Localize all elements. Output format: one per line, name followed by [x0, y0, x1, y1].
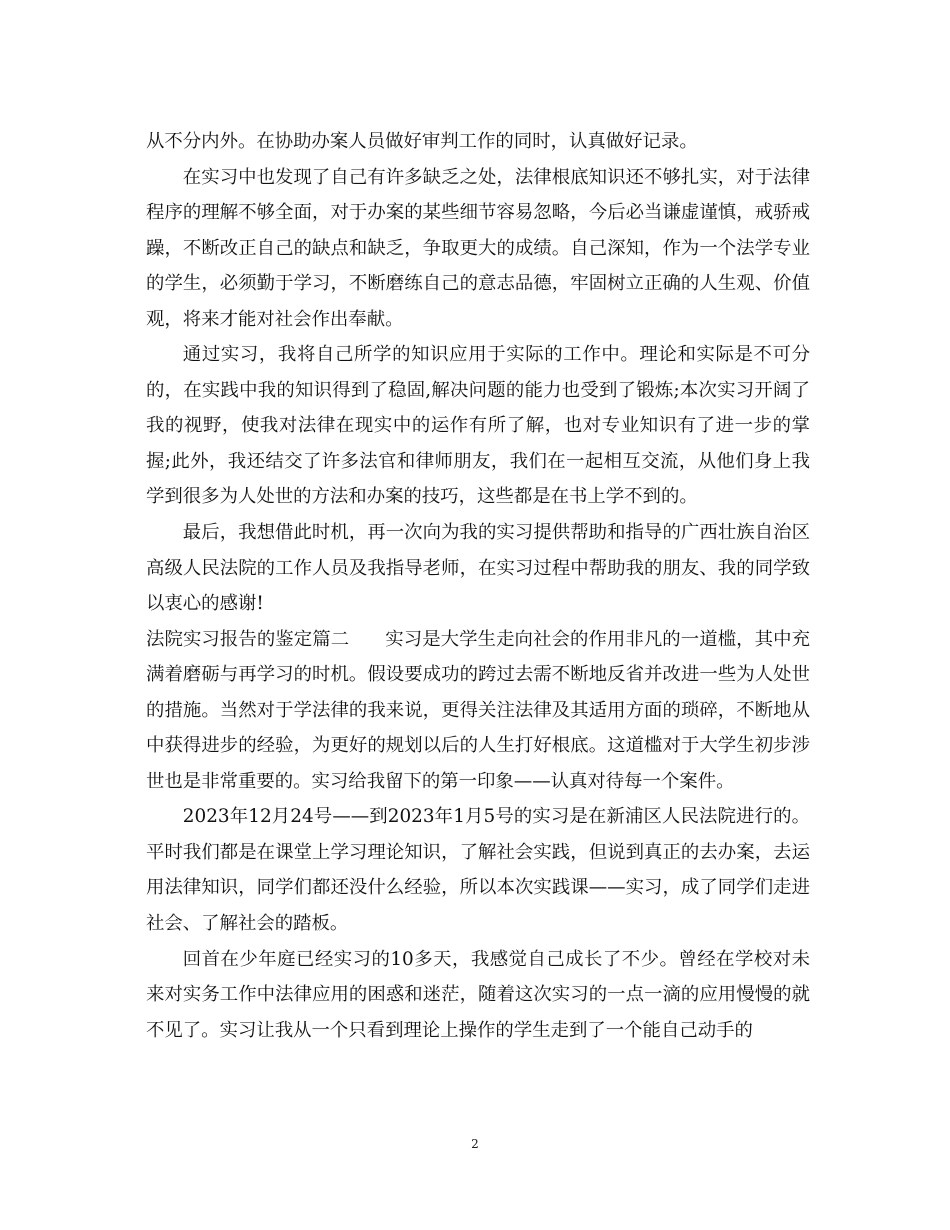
document-body: [146, 124, 810, 1048]
section-intro-text: 实习是大学生走向社会的作用非凡的一道槛，其中充满着磨砺与再学习的时机。假设要成功的跨过去需不断地反省并改进一些为人处世的措施。当然对于学法律的我来说，更得关注法律及其适用方面的琐碎，不断地从中获得进步的经验，为更好的规划以后的人生打好根底。这道槛对于大学生初步涉世也是非常重要的。实习给我留下的第一印象——认真对待每一个案件。: [146, 628, 810, 792]
paragraph-continuation: 从不分内外。在协助办案人员做好审判工作的同时，认真做好记录。: [146, 131, 698, 152]
paragraph-shortcomings: 在实习中也发现了自己有许多缺乏之处，法律根底知识还不够扎实，对于法律程序的理解不够全面，对于办案的某些细节容易忽略，今后必当谦虚谨慎，戒骄戒躁，不断改正自己的缺点和缺乏，争取更大的成绩。自己深知，作为一个法学专业的学生，必须勤于学习，不断磨练自己的意志品德，牢固树立正确的人生观、价值观，将来才能对社会作出奉献。: [146, 166, 810, 330]
page-number: 2: [471, 1137, 479, 1151]
section-two-intro: [146, 622, 810, 800]
section-heading: 法院实习报告的鉴定篇二: [146, 628, 350, 650]
paragraph-internship-dates: 2023年12月24号——到2023年1月5号的实习是在新浦区人民法院进行的。平时我们都是在课堂上学习理论知识，了解社会实践，但说到真正的去办案，去运用法律知识，同学们都还没什么经验，所以本次实践课——实习，成了同学们走进社会、了解社会的踏板。: [146, 806, 810, 935]
paragraph-thanks: 最后，我想借此时机，再一次向为我的实习提供帮助和指导的广西壮族自治区高级人民法院的工作人员及我指导老师，在实习过程中帮助我的朋友、我的同学致以衷心的感谢!: [146, 522, 810, 615]
paragraph-practice: 通过实习，我将自己所学的知识应用于实际的工作中。理论和实际是不可分的，在实践中我的知识得到了稳固,解决问题的能力也受到了锻炼;本次实习开阔了我的视野，使我对法律在现实中的运作有所了解，也对专业知识有了进一步的掌握;此外，我还结交了许多法官和律师朋友，我们在一起相互交流，从他们身上我学到很多为人处世的方法和办案的技巧，这些都是在书上学不到的。: [146, 344, 810, 508]
paragraph-reflection: 回首在少年庭已经实习的10多天，我感觉自己成长了不少。曾经在学校对未来对实务工作中法律应用的困惑和迷茫，随着这次实习的一点一滴的应用慢慢的就不见了。实习让我从一个只看到理论上操作的学生走到了一个能自己动手的: [146, 948, 810, 1041]
